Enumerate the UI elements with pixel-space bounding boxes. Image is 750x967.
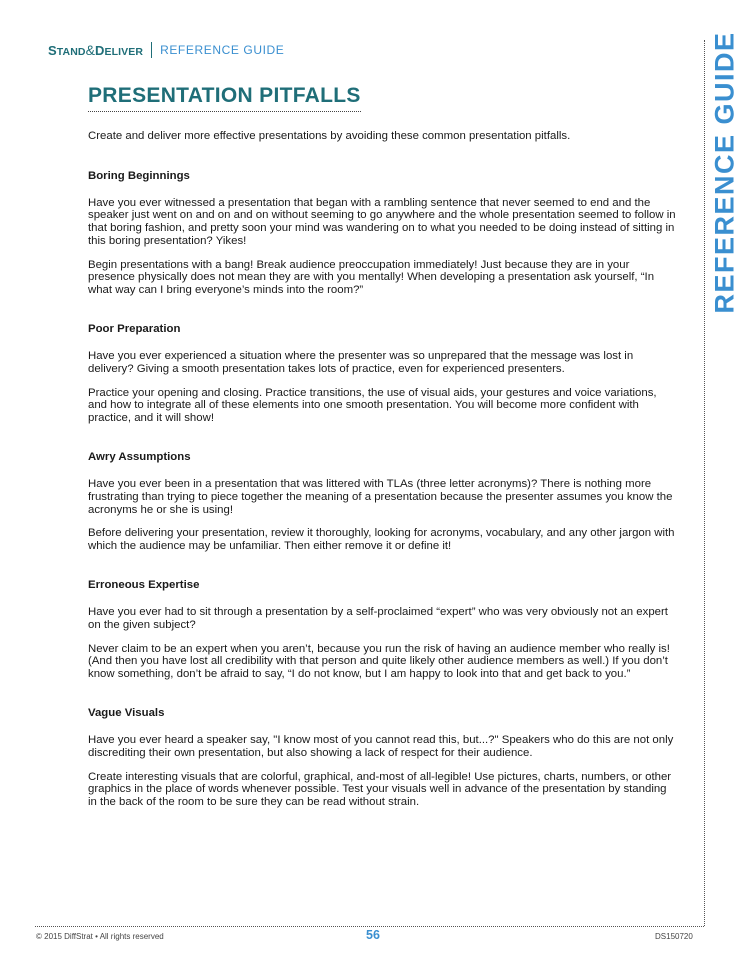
- section-paragraph: Create interesting visuals that are colorful, graphical, and-most of all-legible! Use pictures, charts, numbers, or other graphics in the place of words whenever possible. Test your visuals well in advance of the presentation by standing in the back of the room to be sure they can be read without strain.: [88, 770, 672, 809]
- vertical-dotted-rule: [704, 40, 705, 926]
- document-id: DS150720: [655, 932, 693, 941]
- section-poor-preparation: [88, 323, 678, 425]
- header-divider: [151, 42, 152, 58]
- brand-header: [48, 40, 284, 60]
- horizontal-dotted-rule: [35, 926, 704, 927]
- section-heading: Awry Assumptions: [88, 451, 191, 464]
- section-paragraph: Have you ever heard a speaker say, "I know most of you cannot read this, but...?" Speakers who do this are not only discrediting their own presentation, but also showing a lack of respect for their audience.: [88, 734, 674, 759]
- section-vague-visuals: [88, 707, 678, 809]
- page-number: 56: [366, 928, 380, 942]
- section-heading: Boring Beginnings: [88, 169, 190, 182]
- section-paragraph: Practice your opening and closing. Practice transitions, the use of visual aids, your gestures and voice variations, and how to integrate all of these elements into one smooth presentation. You will become more confident with practice, and it will show!: [88, 386, 657, 425]
- page-title: PRESENTATION PITFALLS: [88, 84, 361, 112]
- footer-copyright: © 2015 DiffStrat • All rights reserved: [36, 932, 164, 941]
- intro-text: Create and deliver more effective presentations by avoiding these common presentation pitfalls.: [88, 130, 571, 142]
- section-heading: Vague Visuals: [88, 707, 165, 720]
- section-paragraph: Have you ever experienced a situation where the presenter was so unprepared that the message was lost in delivery? Giving a smooth presentation takes lots of practice, even for experienced presenters.: [88, 350, 634, 375]
- header-subtitle: REFERENCE GUIDE: [160, 43, 285, 57]
- section-heading: Poor Preparation: [88, 323, 181, 336]
- section-paragraph: Never claim to be an expert when you aren’t, because you run the risk of having an audience member who really is! (And then you have lost all credibility with that person and quite likely other audience members as well.) If you don’t know something, don’t be afraid to say, “I do not know, but I am happy to look into that and get back to you.”: [88, 642, 670, 681]
- section-awry-assumptions: [88, 451, 678, 553]
- section-paragraph: Have you ever witnessed a presentation that began with a rambling sentence that never seemed to end and the speaker just went on and on and on without seeming to go anywhere and the whole presentation seemed to follow in that boring fashion, and pretty soon your mind was wandering on to what you needed to be doing instead of sitting in this boring presentation? Yikes!: [88, 196, 676, 247]
- side-title: [705, 30, 745, 314]
- main-content: [88, 84, 678, 820]
- section-erroneous-expertise: [88, 579, 678, 681]
- section-paragraph: Begin presentations with a bang! Break audience preoccupation immediately! Just because they are in your presence physically does not mean they are with you mentally! When developing a presentation ask yourself, “In what way can I bring everyone’s minds into the room?”: [88, 258, 655, 297]
- section-paragraph: Have you ever been in a presentation that was littered with TLAs (three letter acronyms)? There is nothing more frustrating than trying to piece together the meaning of a presentation because the presenter assumes you know the acronyms he or she is using!: [88, 478, 673, 516]
- section-paragraph: Before delivering your presentation, review it thoroughly, looking for acronyms, vocabulary, and any other jargon with which the audience may be unfamiliar. Then either remove it or define it!: [88, 527, 675, 553]
- brand-logo: STAND&DELIVER: [48, 42, 144, 58]
- section-heading: Erroneous Expertise: [88, 579, 200, 592]
- side-title-text: REFERENCE GUIDE: [709, 30, 740, 314]
- section-boring-beginnings: [88, 170, 678, 298]
- section-paragraph: Have you ever had to sit through a presentation by a self-proclaimed “expert” who was very obviously not an expert on the given subject?: [88, 606, 668, 631]
